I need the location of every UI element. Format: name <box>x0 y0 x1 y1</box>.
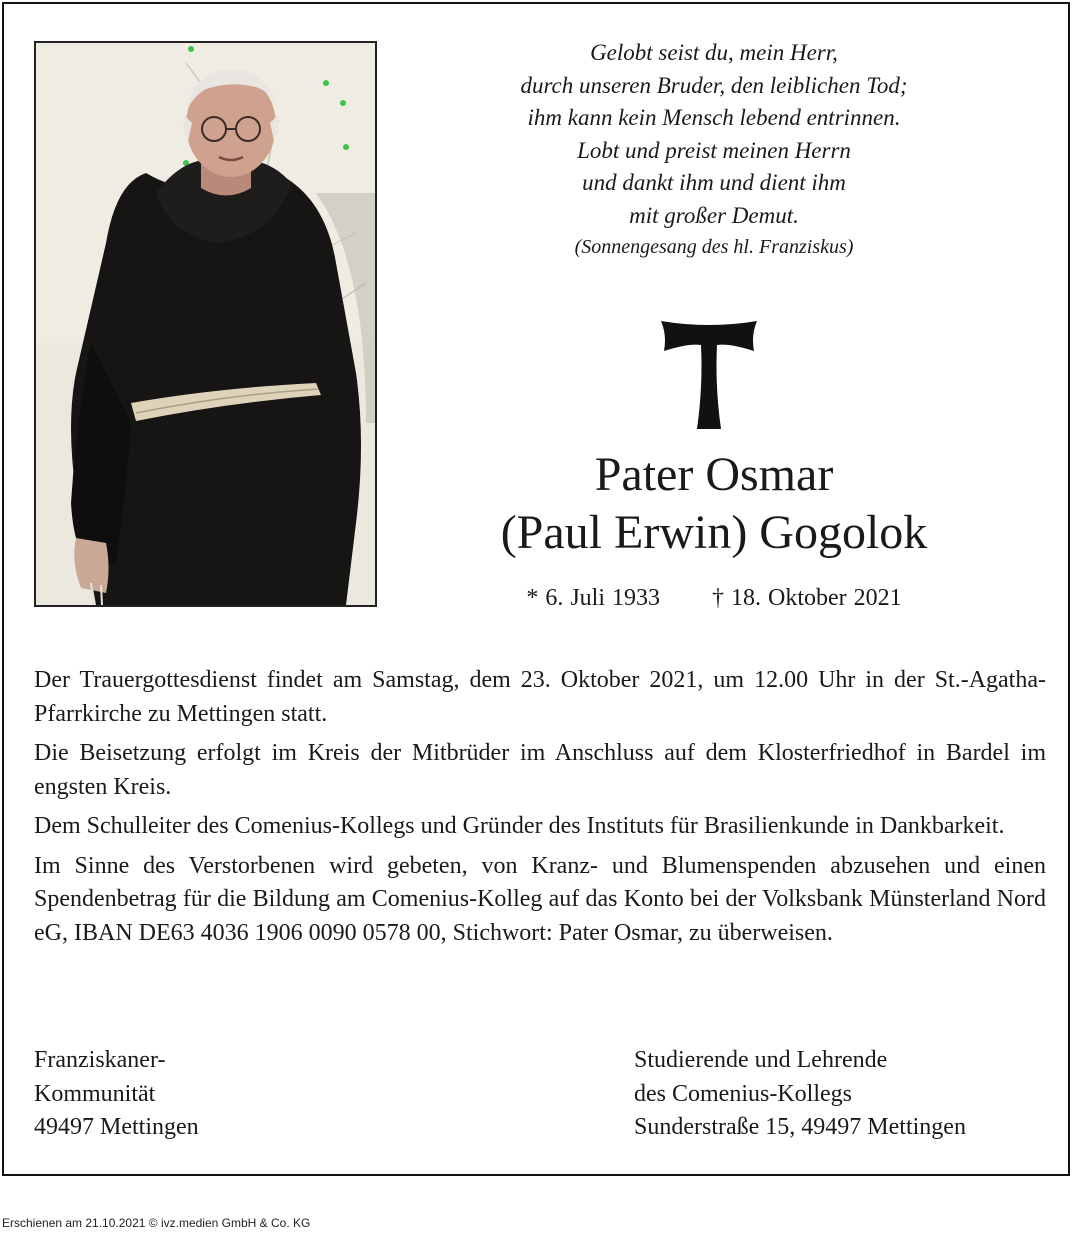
paragraph-donation: Im Sinne des Verstorbenen wird gebeten, von Kranz- und Blumenspenden abzusehen und einen Spendenbetrag für die Bildung am Comenius-Kolleg auf das Konto bei der Volksbank Münsterland Nord eG, IBAN DE63 4036 1906 0090 0578 00, Stichwort: Pater Osmar, zu überweisen. <box>34 852 1046 946</box>
name-line-1: Pater Osmar <box>594 448 834 501</box>
poem-line: und dankt ihm und dient ihm <box>582 170 846 195</box>
paragraph-dedication: Dem Schulleiter des Comenius-Kollegs und Gründer des Instituts für Brasilienkunde in Dankbarkeit. <box>34 813 1005 839</box>
signer-line: Franziskaner- <box>34 1047 166 1073</box>
paragraph-burial: Die Beisetzung erfolgt im Kreis der Mitbrüder im Anschluss auf dem Klosterfriedhof in Bardel im engsten Kreis. <box>34 740 1046 800</box>
poem-line: Gelobt seist du, mein Herr, <box>590 40 838 65</box>
signer-franciscan-community <box>34 1044 199 1145</box>
poem-line: mit großer Demut. <box>629 202 799 228</box>
signer-comenius-kolleg <box>634 1044 966 1145</box>
poem-line: ihm kann kein Mensch lebend entrinnen. <box>527 105 901 130</box>
publication-footer: Erschienen am 21.10.2021 © ivz.medien GmbH & Co. KG <box>2 1216 311 1230</box>
life-dates <box>414 582 1014 614</box>
notice-text <box>34 664 1046 956</box>
paragraph-service: Der Trauergottesdienst findet am Samstag, dem 23. Oktober 2021, um 12.00 Uhr in der St.-Agatha-Pfarrkirche zu Mettingen statt. <box>34 667 1046 727</box>
signer-line: des Comenius-Kollegs <box>634 1080 852 1107</box>
poem-quote <box>414 37 1014 262</box>
deceased-name <box>414 446 1014 562</box>
signer-line: Sunderstraße 15, 49497 Mettingen <box>634 1114 966 1140</box>
signer-line: Kommunität <box>34 1080 156 1107</box>
poem-line: Lobt und preist meinen Herrn <box>577 137 851 163</box>
signer-line: Studierende und Lehrende <box>634 1047 888 1073</box>
obituary-notice <box>2 2 1070 1176</box>
name-line-2: (Paul Erwin) Gogolok <box>500 506 928 559</box>
poem-line: durch unseren Bruder, den leiblichen Tod; <box>520 72 908 98</box>
portrait-illustration <box>36 43 375 605</box>
portrait-photo <box>34 41 377 607</box>
poem-source: (Sonnengesang des hl. Franziskus) <box>574 236 854 258</box>
signer-line: 49497 Mettingen <box>34 1114 199 1140</box>
death-date: † 18. Oktober 2021 <box>712 585 902 611</box>
birth-date: * 6. Juli 1933 <box>526 585 661 611</box>
tau-cross-icon <box>659 317 759 433</box>
